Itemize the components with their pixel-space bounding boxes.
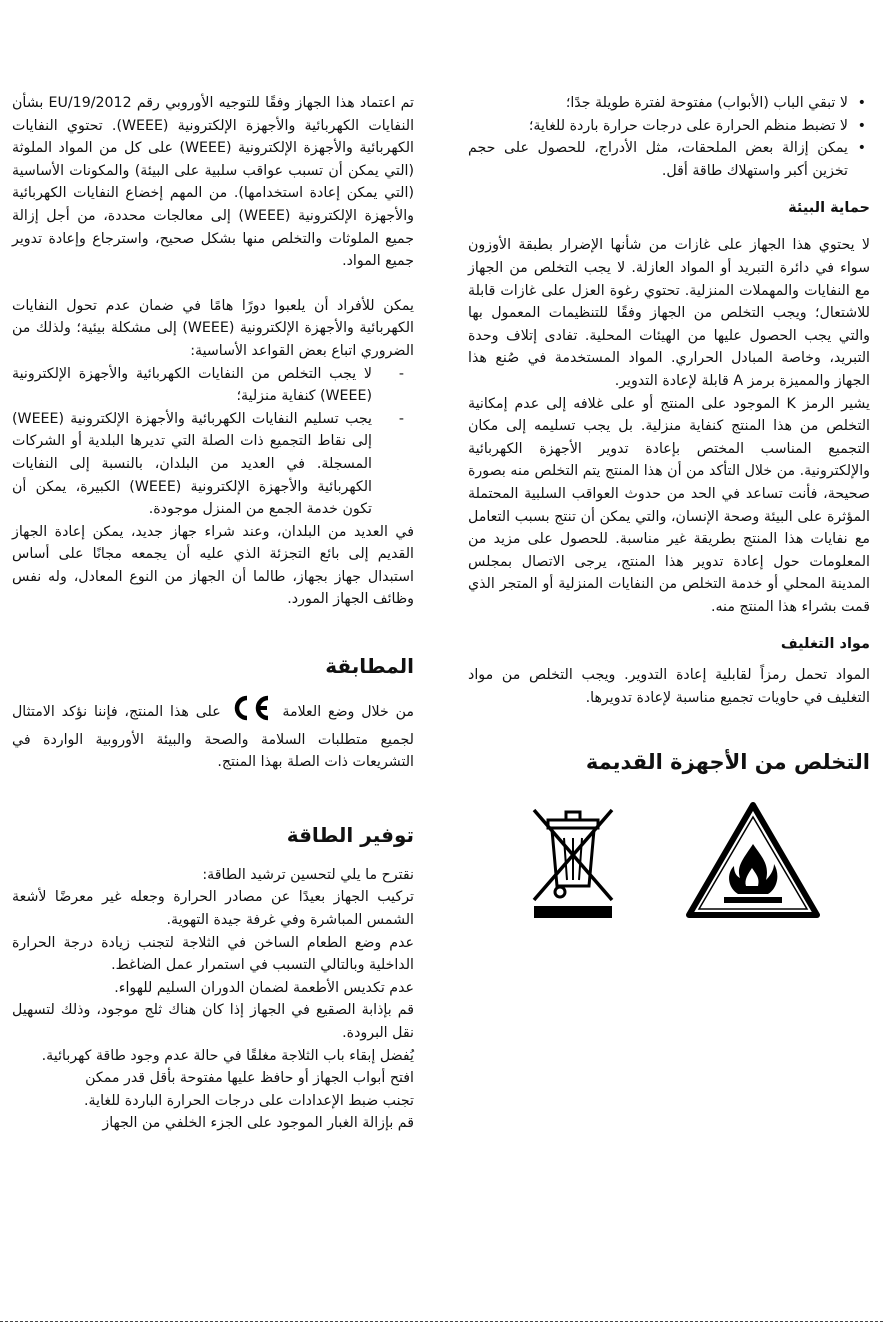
tip-item: • لا تضبط منظم الحرارة على درجات حرارة باردة للغاية؛ [468, 115, 870, 138]
disposal-icons [468, 800, 870, 920]
env-text: لا يحتوي هذا الجهاز على غازات من شأنها الإضرار بطبقة الأوزون سواء في دائرة التبريد أو المواد العازلة. لا يجب التخلص من الجهاز مع النفايات والمهملات المنزلية. تحتوي رغوة العزل على غازات قابلة للاشتعال؛ ويجب التخلص من الجهاز وفقًا للتنظيمات المعمول بها والتي يجب الحصول عليها من الهيئات المحلية. تفادى إتلاف وحدة التبريد، وخاصة المبادل الحراري. المواد المستخدمة في صُنع هذا الجهاز والمميزة برمز A قابلة لإعادة التدوير. [468, 237, 870, 389]
packaging-title: مواد التغليف [780, 636, 870, 653]
env-title: حماية البيئة [788, 200, 870, 217]
energy-line: قم بإذابة الصقيع في الجهاز إذا كان هناك ثلج موجود، وذلك لتسهيل نقل البرودة. [12, 1002, 414, 1041]
packaging-text: المواد تحمل رمزاً لقابلية إعادة التدوير. ويجب التخلص من مواد التغليف في حاويات تجميع مناسبة لإعادة تدويرها. [468, 667, 870, 707]
crossed-out-wheelie-bin-icon [526, 800, 622, 918]
door-tips [468, 92, 870, 182]
conformity-after-mark: على هذا المنتج، فإننا نؤكد الامتثال لجميع متطلبات السلامة والصحة والبيئة الأوروبية الواردة في التشريعات ذات الصلة بهذا المنتج. [12, 703, 414, 771]
disposal-title: التخلص من الأجهزة القديمة [585, 749, 870, 774]
energy-title: توفير الطاقة [286, 822, 414, 847]
left-column [12, 92, 414, 1135]
energy-line: افتح أبواب الجهاز أو حافظ عليها مفتوحة بأقل قدر ممكن [85, 1070, 414, 1087]
page-bottom-rule [0, 1321, 883, 1322]
energy-line: عدم تكديس الأطعمة لضمان الدوران السليم للهواء. [114, 979, 414, 996]
energy-line: تركيب الجهاز بعيدًا عن مصادر الحرارة وجعله غير معرضًا لأشعة الشمس المباشرة وفي غرفة جيدة التهوية. [12, 889, 414, 929]
weee-role: يمكن للأفراد أن يلعبوا دورًا هامًا في ضمان عدم تحول النفايات الكهربائية والأجهزة الإلكترونية (WEEE) إلى مشكلة بيئية؛ ولذلك من الضروري اتباع بعض القواعد الأساسية: [12, 297, 414, 359]
weee-rule: - لا يجب التخلص من النفايات الكهربائية والأجهزة الإلكترونية (WEEE) كنفاية منزلية؛ [12, 363, 414, 408]
ce-mark-icon [232, 695, 272, 729]
conformity-title: المطابقة [325, 654, 414, 679]
conformity-before-mark: من خلال وضع العلامة [282, 703, 414, 720]
k-symbol-text: يشير الرمز K الموجود على المنتج أو على غلافه إلى عدم إمكانية التخلص من هذا المنتج كنفاية منزلية. بل يجب تسليمه إلى مكان التجميع المناسب المختص بإعادة تدوير الأجهزة الكهربائية والإلكترونية. من خلال التأكد من أن هذا المنتج يتم التخلص منه بصورة صحيحة، فأنت تساعد في الحد من حدوث العواقب السلبية المحتملة المؤثرة على البيئة وصحة الإنسان، والتي يمكن أن تنتج بسبب التعامل مع نفايات هذا المنتج بطريقة غير مناسبة. للحصول على مزيد من المعلومات حول إعادة تدوير هذا المنتج، يرجى الاتصال بمجلس المدينة المحلي أو خدمة التخلص من النفايات المنزلية أو المتجر الذي قمت بشراء هذا المنتج منه. [468, 395, 870, 615]
flammable-warning-icon [686, 802, 820, 918]
tip-item: • لا تبقي الباب (الأبواب) مفتوحة لفترة طويلة جدًا؛ [468, 92, 870, 115]
right-column [468, 92, 870, 920]
conformity-text [12, 695, 414, 774]
weee-exchange: في العديد من البلدان، وعند شراء جهاز جديد، يمكن إعادة الجهاز القديم إلى بائع التجزئة الذي عليه أن يجمعه مجانًا على أساس استبدال جهاز بجهاز، طالما أن الجهاز من النوع المعادل، وله نفس وظائف الجهاز المورد. [12, 523, 414, 608]
weee-rules [12, 363, 414, 521]
tip-item: • يمكن إزالة بعض الملحقات، مثل الأدراج، للحصول على حجم تخزين أكبر واستهلاك طاقة أقل. [468, 137, 870, 182]
energy-line: عدم وضع الطعام الساخن في الثلاجة لتجنب زيادة درجة الحرارة الداخلية وبالتالي التسبب في استمرار عمل الضاغط. [12, 934, 414, 974]
weee-rule: - يجب تسليم النفايات الكهربائية والأجهزة الإلكترونية (WEEE) إلى نقاط التجميع ذات الصلة التي تديرها البلدية أو الشركات المسجلة. في العديد من البلدان، بالنسبة إلى النفايات الكهربائية والأجهزة الإلكترونية (WEEE) الكبيرة، يمكن أن تكون خدمة الجمع من المنزل موجودة. [12, 408, 414, 521]
weee-intro: تم اعتماد هذا الجهاز وفقًا للتوجيه الأوروبي رقم EU/19/2012 بشأن النفايات الكهربائية والأجهزة الإلكترونية (WEEE). تحتوي النفايات الكهربائية والأجهزة الإلكترونية (WEEE) على كل من المواد الملوثة (التي يمكن أن تسبب عواقب سلبية على البيئة) والمكونات الأساسية (التي يمكن إعادة استخدامها). من المهم إخضاع النفايات الكهربائية والأجهزة الإلكترونية (WEEE) إلى معالجات محددة، من أجل إزالة جميع الملوثات والتخلص منها بشكل صحيح، واسترجاع وإعادة تدوير جميع المواد. [12, 95, 415, 270]
energy-line: تجنب ضبط الإعدادات على درجات الحرارة الباردة للغاية. [84, 1092, 414, 1109]
energy-line: قم بإزالة الغبار الموجود على الجزء الخلفي من الجهاز [102, 1115, 414, 1132]
energy-line: نقترح ما يلي لتحسين ترشيد الطاقة: [202, 866, 414, 883]
energy-line: يُفضل إبقاء باب الثلاجة مغلقًا في حالة عدم وجود طاقة كهربائية. [41, 1047, 414, 1064]
